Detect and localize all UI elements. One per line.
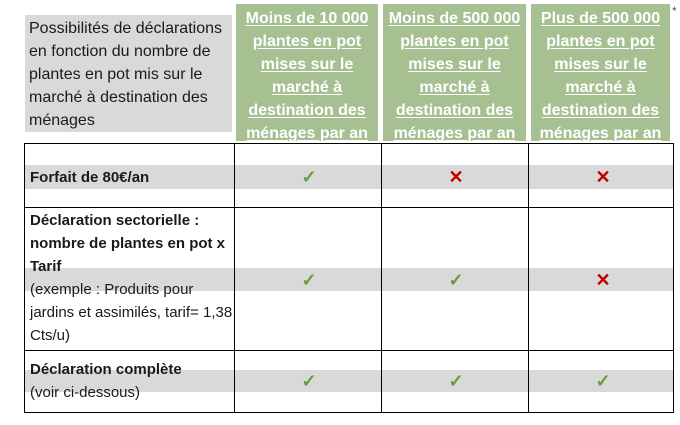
column-header-over-500000: Plus de 500 000 plantes en pot mises sur le marché à destination des ménages par an <box>531 4 670 141</box>
declaration-table <box>24 143 674 413</box>
check-icon: ✓ <box>301 167 317 187</box>
row-title: Déclaration sectorielle : nombre de plantes en pot x Tarif <box>30 212 226 275</box>
row-label-forfait <box>30 166 234 189</box>
row-divider <box>25 350 673 351</box>
cross-icon: ✕ <box>595 167 611 187</box>
cross-icon: ✕ <box>595 270 611 290</box>
row-label-complete <box>30 358 234 404</box>
row-divider <box>25 207 673 208</box>
header-description: Possibilités de déclarations en fonction du nombre de plantes en pot mis sur le marché à destination des ménages <box>25 15 232 132</box>
check-icon: ✓ <box>448 371 464 391</box>
cross-icon: ✕ <box>448 167 464 187</box>
row-title: Forfait de 80€/an <box>30 169 150 186</box>
column-divider <box>234 144 235 412</box>
check-icon: ✓ <box>301 371 317 391</box>
column-header-under-500000: Moins de 500 000 plantes en pot mises sur le marché à destination des ménages par an <box>383 4 526 141</box>
check-icon: ✓ <box>448 270 464 290</box>
row-note: (exemple : Produits pour jardins et assimilés, tarif= 1,38 Cts/u) <box>30 281 233 344</box>
footnote-asterisk: * <box>672 4 677 18</box>
check-icon: ✓ <box>301 270 317 290</box>
check-icon: ✓ <box>595 371 611 391</box>
row-title: Déclaration complète <box>30 361 182 378</box>
column-header-under-10000: Moins de 10 000 plantes en pot mises sur le marché à destination des ménages par an <box>236 4 378 141</box>
row-label-sectorielle <box>30 209 234 347</box>
row-note: (voir ci-dessous) <box>30 384 141 401</box>
